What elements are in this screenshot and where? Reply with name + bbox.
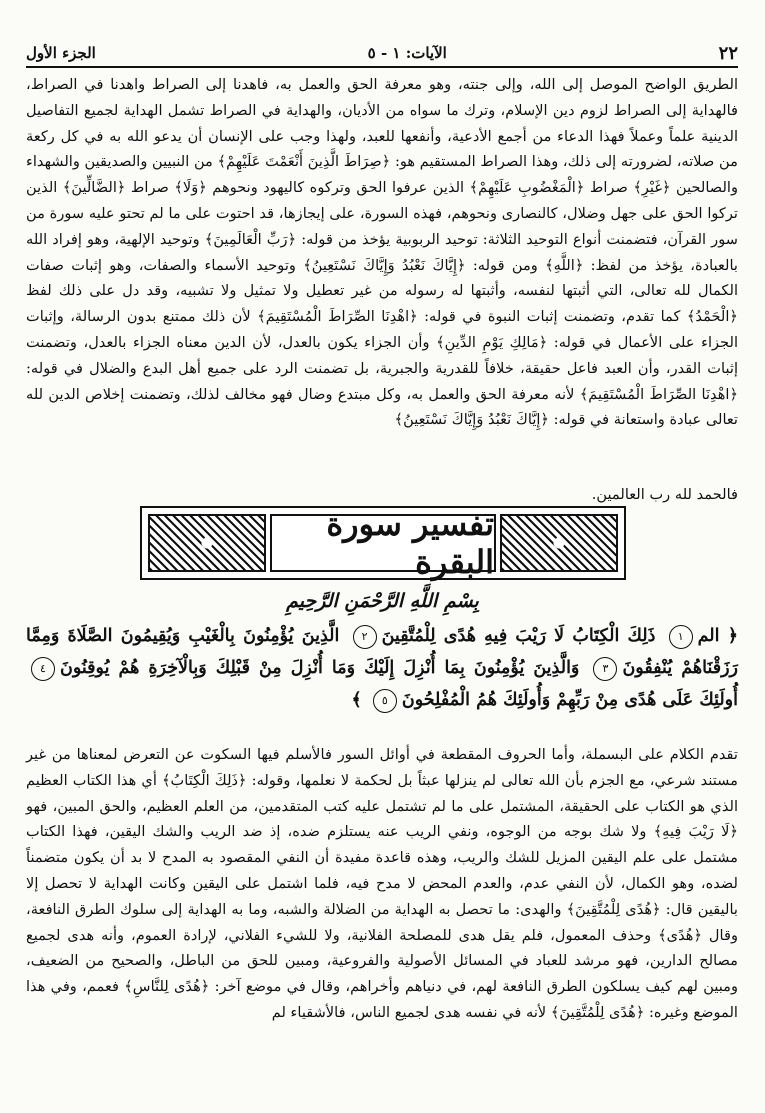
sura-title-frame bbox=[270, 505, 496, 581]
verse-text: الَّذِينَ يُؤْمِنُونَ بِالْغَيْبِ وَيُقِيمُونَ الصَّلَاةَ وَمِمَّا رَزَقْنَاهُمْ يُنْفِقُونَ bbox=[26, 626, 738, 678]
ornament-right-icon bbox=[500, 514, 618, 572]
volume-label: الجزء الأول bbox=[26, 44, 96, 62]
page-number: ٢٢ bbox=[718, 42, 738, 64]
sura-title: تفسير سورة البقرة bbox=[326, 505, 494, 581]
verse-text: وَالَّذِينَ يُؤْمِنُونَ بِمَا أُنْزِلَ إِلَيْكَ وَمَا أُنْزِلَ مِنْ قَبْلِكَ وَبِالْآخِرَةِ هُمْ يُوقِنُونَ bbox=[60, 658, 580, 678]
verses-range: الآيات: ١ - ٥ bbox=[367, 44, 447, 62]
verse-text: الم bbox=[697, 626, 720, 646]
verse-text: أُولَئِكَ عَلَى هُدًى مِنْ رَبِّهِمْ وَأُولَئِكَ هُمُ الْمُفْلِحُونَ bbox=[401, 690, 738, 710]
close-bracket: ﴾ bbox=[351, 690, 362, 710]
commentary-paragraph: تقدم الكلام على البسملة، وأما الحروف المقطعة في أوائل السور فالأسلم فيها السكوت عن التعرض لمعناها من غير مستند شرعي، مع الجزم بأن الله تعالى لم ينزلها عبثاً بل لحكمة لا نعلمها، وقوله: ﴿ذَلِكَ الْكِتَابُ﴾ أي هذا الكتاب العظيم الذي هو الكتاب على الحقيقة، المشتمل على ما لم تشتمل عليه كتب المتقدمين، من العلم العظيم، والحق المبين، فهو ﴿لَا رَيْبَ فِيهِ﴾ ولا شك بوجه من الوجوه، ونفي الريب عنه يستلزم ضده، إذ ضد الريب والشك اليقين، فهذا الكتاب مشتمل على علم اليقين المزيل للشك والريب، وهذه قاعدة مفيدة أن النفي المقصود به المدح لا بد أن يكون متضمناً لضده، وهو الكمال، لأن النفي عدم، والعدم المحض لا مدح فيه، فلما اشتمل على اليقين وكانت الهداية لا تحصل إلا باليقين قال: ﴿هُدًى لِلْمُتَّقِينَ﴾ والهدى: ما تحصل به الهداية من الضلالة والشبه، وما به الهداية إلى سلوك الطرق النافعة، وقال ﴿هُدًى﴾ وحذف المعمول، فلم يقل هدى للمصلحة الفلانية، ولا للشيء الفلاني، لإرادة العموم، وأنه هدى لجميع مصالح الدارين، فهو مرشد للعباد في المسائل الأصولية والفروعية، ومبين للحق من الباطل، والصحيح من الضعيف، ومبين لهم كيف يسلكون الطرق النافعة لهم، في دنياهم وأخراهم، وقال في موضع آخر: ﴿هُدًى لِلنَّاسِ﴾ فعمم، وفي هذا الموضع وغيره: ﴿هُدًى لِلْمُتَّقِينَ﴾ لأنه في نفسه هدى لجميع الناس، فالأشقياء لم bbox=[26, 746, 738, 1021]
verse-text: ذَلِكَ الْكِتَابُ لَا رَيْبَ فِيهِ هُدًى لِلْمُتَّقِينَ bbox=[381, 626, 656, 646]
running-header bbox=[26, 40, 738, 68]
closing-praise: فالحمد لله رب العالمين. bbox=[591, 486, 738, 503]
open-bracket: ﴿ bbox=[727, 626, 738, 646]
verse-number: ٣ bbox=[593, 657, 617, 681]
verse-number: ١ bbox=[669, 625, 693, 649]
verse-number: ٤ bbox=[31, 657, 55, 681]
verse-number: ٥ bbox=[373, 689, 397, 713]
basmala: بِسْمِ اللَّهِ الرَّحْمَنِ الرَّحِيمِ bbox=[286, 590, 479, 612]
quran-verses bbox=[26, 620, 738, 716]
verse-number: ٢ bbox=[353, 625, 377, 649]
ornament-left-icon bbox=[148, 514, 266, 572]
sura-title-banner bbox=[140, 506, 626, 580]
intro-paragraph: الطريق الواضح الموصل إلى الله، وإلى جنته، وهو معرفة الحق والعمل به، فاهدنا إلى الصراط واهدنا في الصراط، فالهداية إلى الصراط لزوم دين الإسلام، وترك ما سواه من الأديان، والهداية في الصراط تشمل الهداية لجميع التفاصيل الدينية علماً وعملاً فهذا الدعاء من أجمع الأدعية، وأنفعها للعبد، ولهذا وجب على الإنسان أن يدعو الله به في كل ركعة من صلاته، لضرورته إلى ذلك، وهذا الصراط المستقيم هو: ﴿صِرَاطَ الَّذِينَ أَنْعَمْتَ عَلَيْهِمْ﴾ من النبيين والصديقين والشهداء والصالحين ﴿غَيْرِ﴾ صراط ﴿الْمَغْضُوبِ عَلَيْهِمْ﴾ الذين عرفوا الحق وتركوه كاليهود ونحوهم ﴿وَلَا﴾ صراط ﴿الضَّالِّينَ﴾ الذين تركوا الحق على جهل وضلال، كالنصارى ونحوهم، فهذه السورة، على إيجازها، قد احتوت على ما لم تحتو عليه سورة من سور القرآن، فتضمنت أنواع التوحيد الثلاثة: توحيد الربوبية يؤخذ من قوله: ﴿رَبِّ الْعَالَمِينَ﴾ وتوحيد الإلهية، وهو إفراد الله بالعبادة، يؤخذ من لفظ: ﴿اللَّهِ﴾ ومن قوله: ﴿إِيَّاكَ نَعْبُدُ وَإِيَّاكَ نَسْتَعِينُ﴾ وتوحيد الأسماء والصفات، وهو إثبات صفات الكمال لله تعالى، التي أثبتها لنفسه، وأثبتها له رسوله من غير تعطيل ولا تمثيل ولا تشبيه، وقد دل على ذلك لفظ ﴿الْحَمْدُ﴾ كما تقدم، وتضمنت إثبات النبوة في قوله: ﴿اهْدِنَا الصِّرَاطَ الْمُسْتَقِيمَ﴾ لأن ذلك ممتنع بدون الرسالة، وإثبات الجزاء على الأعمال في قوله: ﴿مَالِكِ يَوْمِ الدِّينِ﴾ وأن الجزاء يكون بالعدل، لأن الدين معناه الجزاء بالعدل، وتضمنت إثبات القدر، وأن العبد فاعل حقيقة، خلافاً للقدرية والجبرية، بل تضمنت الرد على جميع أهل البدع والضلال في قوله: ﴿اهْدِنَا الصِّرَاطَ الْمُسْتَقِيمَ﴾ لأنه معرفة الحق والعمل به، وكل مبتدع وضال فهو مخالف لذلك، وتضمنت إخلاص الدين لله تعالى عبادة واستعانة في قوله: ﴿إِيَّاكَ نَعْبُدُ وَإِيَّاكَ نَسْتَعِينُ﴾ bbox=[26, 76, 738, 429]
